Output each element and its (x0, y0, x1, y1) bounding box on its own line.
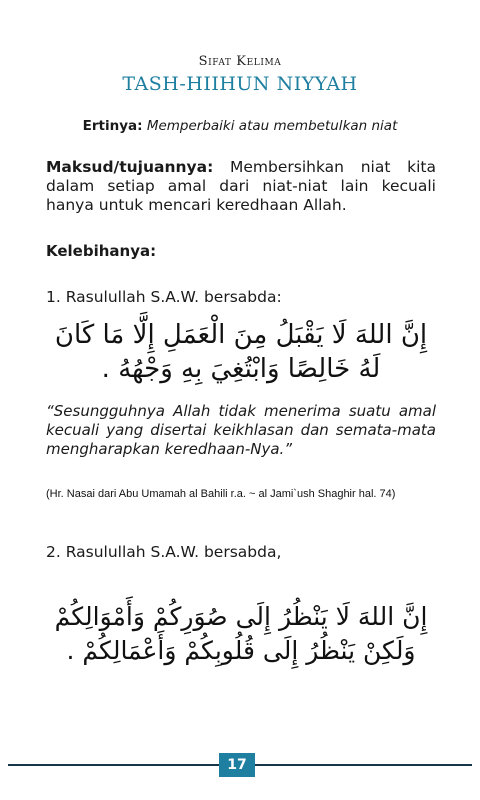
hadith-2-arabic: إِنَّ اللهَ لَا يَنْظُرُ إِلَى صُوَرِكُمْ وَأَمْوَالِكُمْ وَلَكِنْ يَنْظُرُ إِلَى قُلُوبِكُمْ وَأَعْمَالِكُمْ . (54, 602, 428, 665)
hadith-1-arabic: إِنَّ اللهَ لَا يَقْبَلُ مِنَ الْعَمَلِ إِلَّا مَا كَانَ لَهُ خَالِصًا وَابْتُغِيَ بِهِ وَجْهُهُ . (54, 320, 428, 384)
section-kicker: Sifat Kelima (198, 54, 282, 69)
meaning-line (0, 118, 480, 134)
meaning-text: Memperbaiki atau membetulkan niat (146, 118, 398, 134)
purpose-label: Maksud/tujuannya: (46, 158, 214, 176)
hadith-1-source: (Hr. Nasai dari Abu Umamah al Bahili r.a. ~ al Jami`ush Shaghir hal. 74) (46, 488, 396, 500)
hadith-1-translation: “Sesungguhnya Allah tidak menerima suatu amal kecuali yang disertai keikhlasan dan semata-mata mengharapkan keredhaan-Nya.” (46, 402, 436, 458)
page-title: TASH-HIIHUN NIYYAH (122, 73, 358, 95)
purpose-text: Membersihkan niat kita dalam setiap amal dari niat-niat lain kecuali hanya untuk mencari keredhaan Allah. (46, 158, 436, 214)
purpose-paragraph (46, 158, 436, 215)
page-number-badge: 17 (219, 753, 255, 777)
meaning-label: Ertinya: (82, 118, 143, 134)
benefits-heading: Kelebihanya: (46, 242, 157, 260)
hadith-2-intro: 2. Rasulullah S.A.W. bersabda, (46, 543, 282, 561)
hadith-1-intro: 1. Rasulullah S.A.W. bersabda: (46, 288, 282, 306)
